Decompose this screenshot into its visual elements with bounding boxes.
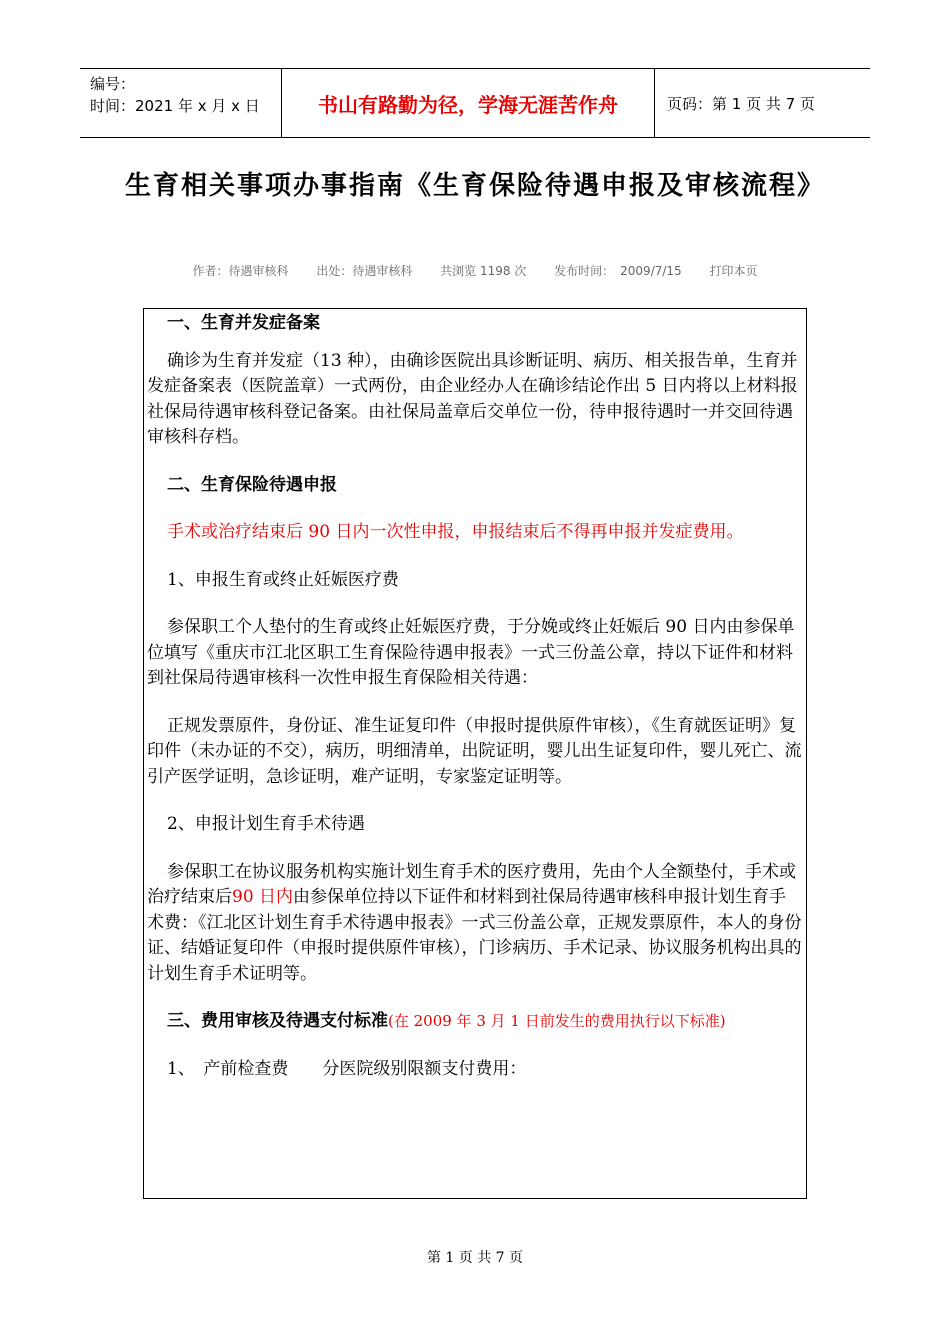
page-label: 页码：第 1 页 共 7 页 — [667, 94, 815, 113]
header-left-cell — [80, 69, 282, 137]
meta-author: 作者：待遇审核科 — [192, 264, 289, 278]
time-label: 时间：2021 年 x 月 x 日 — [90, 97, 260, 115]
content-box — [143, 308, 807, 1199]
section-3-note: (在 2009 年 3 月 1 日前发生的费用执行以下标准) — [388, 1012, 726, 1030]
section-2-heading: 二、生育保险待遇申报 — [167, 474, 337, 495]
section-2-notice: 手术或治疗结束后 90 日内一次性申报，申报结束后不得再申报并发症费用。 — [167, 522, 744, 542]
header-table — [80, 68, 870, 138]
page-title: 生育相关事项办事指南《生育保险待遇申报及审核流程》 — [124, 171, 825, 201]
page-footer: 第 1 页 共 7 页 — [426, 1250, 524, 1266]
section-2-1-documents: 正规发票原件，身份证、准生证复印件（申报时提供原件审核），《生育就医证明》复印件（未办证的不交），病历，明细清单，出院证明，婴儿出生证复印件，婴儿死亡、流引产医学证明，急诊证明，难产证明，专家鉴定证明等。 — [147, 715, 802, 787]
section-2-2-body-b: 由参保单位持以下证件和材料到社保局待遇审核科申报计划生育手术费：《江北区计划生育手术待遇申报表》一式三份盖公章，正规发票原件，本人的身份证、结婚证复印件（申报时提供原件审核），门诊病历、手术记录、协议服务机构出具的计划生育手术证明等。 — [147, 887, 802, 984]
meta-source: 出处：待遇审核科 — [316, 264, 413, 278]
section-3-title: 三、费用审核及待遇支付标准 — [167, 1011, 388, 1031]
motto: 书山有路勤为径，学海无涯苦作舟 — [282, 69, 655, 137]
number-label: 编号： — [90, 75, 136, 93]
section-1-body: 确诊为生育并发症（13 种），由确诊医院出具诊断证明、病历、相关报告单，生育并发症备案表（医院盖章）一式两份，由企业经办人在确诊结论作出 5 日内将以上材料报社保局待遇审核科登记备案。由社保局盖章后交单位一份，待申报待遇时一并交回待遇审核科存档。 — [147, 350, 798, 447]
section-2-2-heading: 2、申报计划生育手术待遇 — [167, 814, 365, 834]
section-2-2-body — [147, 860, 803, 988]
section-1-heading: 一、生育并发症备案 — [167, 313, 320, 333]
section-2-1-heading: 1、申报生育或终止妊娠医疗费 — [167, 569, 399, 590]
section-3-heading — [147, 1009, 803, 1035]
article-meta — [0, 262, 950, 279]
section-3-1: 1、 产前检查费 分医院级别限额支付费用： — [167, 1058, 527, 1079]
section-2-2-body-a: 参保职工在协议服务机构实施计划生育手术的医疗费用，先由个人全额垫付，手术或治疗结束后 — [147, 861, 796, 907]
print-link[interactable]: 打印本页 — [709, 264, 758, 278]
section-2-1-body: 参保职工个人垫付的生育或终止妊娠医疗费，于分娩或终止妊娠后 90 日内由参保单位填写《重庆市江北区职工生育保险待遇申报表》一式三份盖公章，持以下证件和材料到社保局待遇审核科一次性申报生育保险相关待遇： — [147, 617, 795, 688]
meta-views: 共浏览 1198 次 — [440, 264, 527, 278]
meta-published: 发布时间： 2009/7/15 — [554, 264, 682, 278]
section-2-2-deadline: 90 日内 — [232, 887, 294, 907]
